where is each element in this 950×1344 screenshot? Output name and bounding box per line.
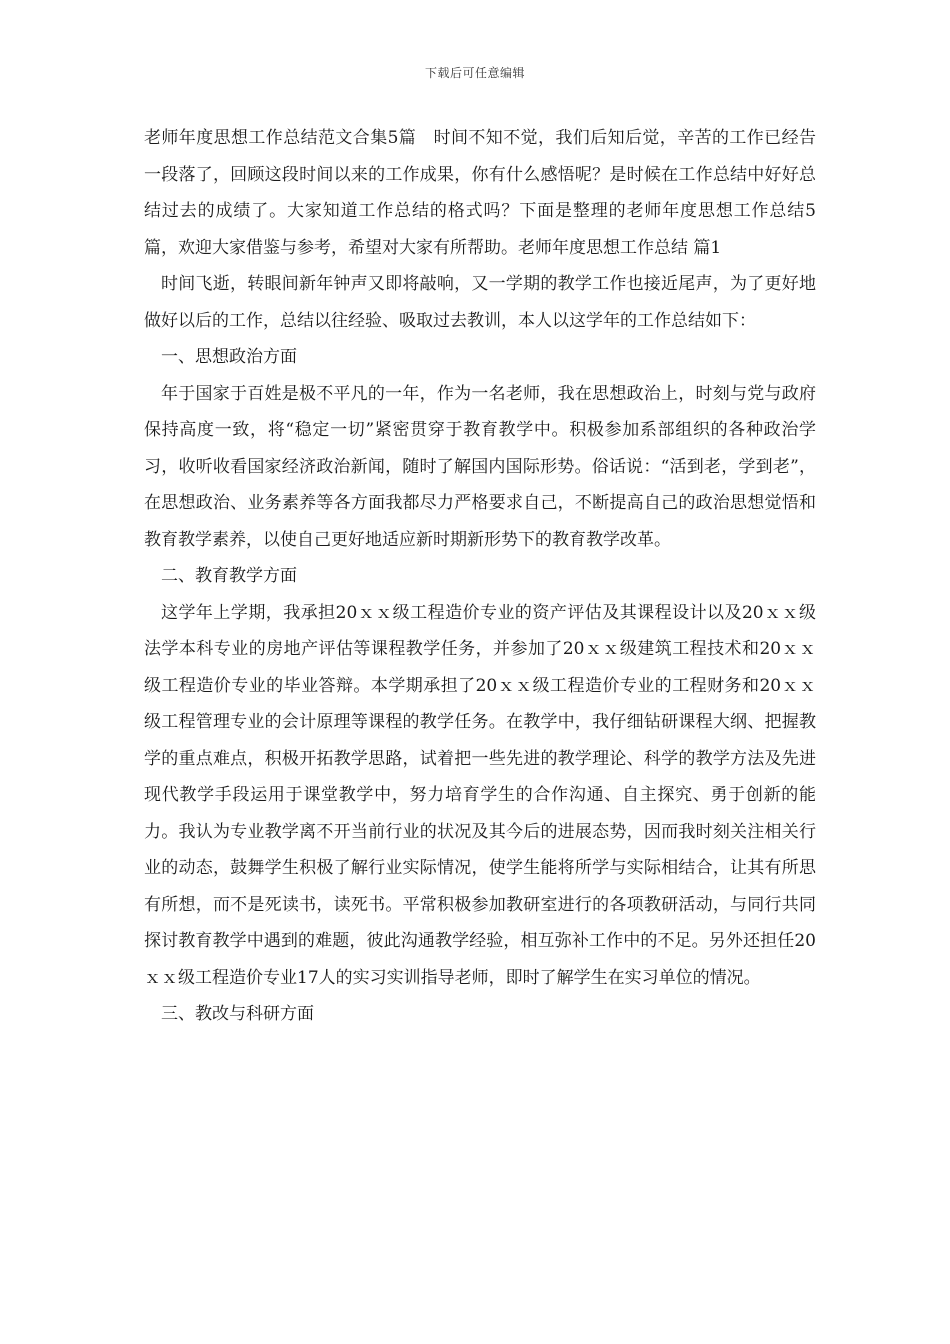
- section-heading-research: 三、教改与科研方面: [161, 1004, 314, 1024]
- section-heading-ideology: 一、思想政治方面: [161, 347, 297, 367]
- section-body-teaching: 这学年上学期，我承担20ｘｘ级工程造价专业的资产评估及其课程设计以及20ｘｘ级法学本科专业的房地产评估等课程教学任务，并参加了20ｘｘ级建筑工程技术和20ｘｘ级工程造价专业的毕业答辩。本学期承担了20ｘｘ级工程造价专业的工程财务和20ｘｘ级工程管理专业的会计原理等课程的教学任务。在教学中，我仔细钻研课程大纲、把握教学的重点难点，积极开拓教学思路，试着把一些先进的教学理论、科学的教学方法及先进现代教学手段运用于课堂教学中，努力培育学生的合作沟通、自主探究、勇于创新的能力。我认为专业教学离不开当前行业的状况及其今后的进展态势，因而我时刻关注相关行业的动态，鼓舞学生积极了解行业实际情况，使学生能将所学与实际相结合，让其有所思有所想，而不是死读书，读死书。平常积极参加教研室进行的各项教研活动，与同行共同探讨教育教学中遇到的难题，彼此沟通教学经验，相互弥补工作中的不足。另外还担任20ｘｘ级工程造价专业17人的实习实训指导老师，即时了解学生在实习单位的情况。: [144, 602, 816, 988]
- document-body: [144, 120, 816, 1033]
- section-heading-teaching: 二、教育教学方面: [161, 566, 297, 586]
- opening-paragraph: 时间飞逝，转眼间新年钟声又即将敲响，又一学期的教学工作也接近尾声，为了更好地做好以后的工作，总结以往经验、吸取过去教训，本人以这学年的工作总结如下：: [144, 274, 816, 331]
- page-header: 下载后可任意编辑: [424, 66, 525, 80]
- section-body-ideology: 年于国家于百姓是极不平凡的一年，作为一名老师，我在思想政治上，时刻与党与政府保持高度一致，将“稳定一切”紧密贯穿于教育教学中。积极参加系部组织的各种政治学习，收听收看国家经济政治新闻，随时了解国内国际形势。俗话说：“活到老，学到老”，在思想政治、业务素养等各方面我都尽力严格要求自己，不断提高自己的政治思想觉悟和教育教学素养，以使自己更好地适应新时期新形势下的教育教学改革。: [144, 383, 816, 550]
- intro-paragraph: 老师年度思想工作总结范文合集5篇 时间不知不觉，我们后知后觉，辛苦的工作已经告一段落了，回顾这段时间以来的工作成果，你有什么感悟呢？是时候在工作总结中好好总结过去的成绩了。大家知道工作总结的格式吗？下面是整理的老师年度思想工作总结5篇，欢迎大家借鉴与参考，希望对大家有所帮助。老师年度思想工作总结 篇1: [144, 128, 816, 258]
